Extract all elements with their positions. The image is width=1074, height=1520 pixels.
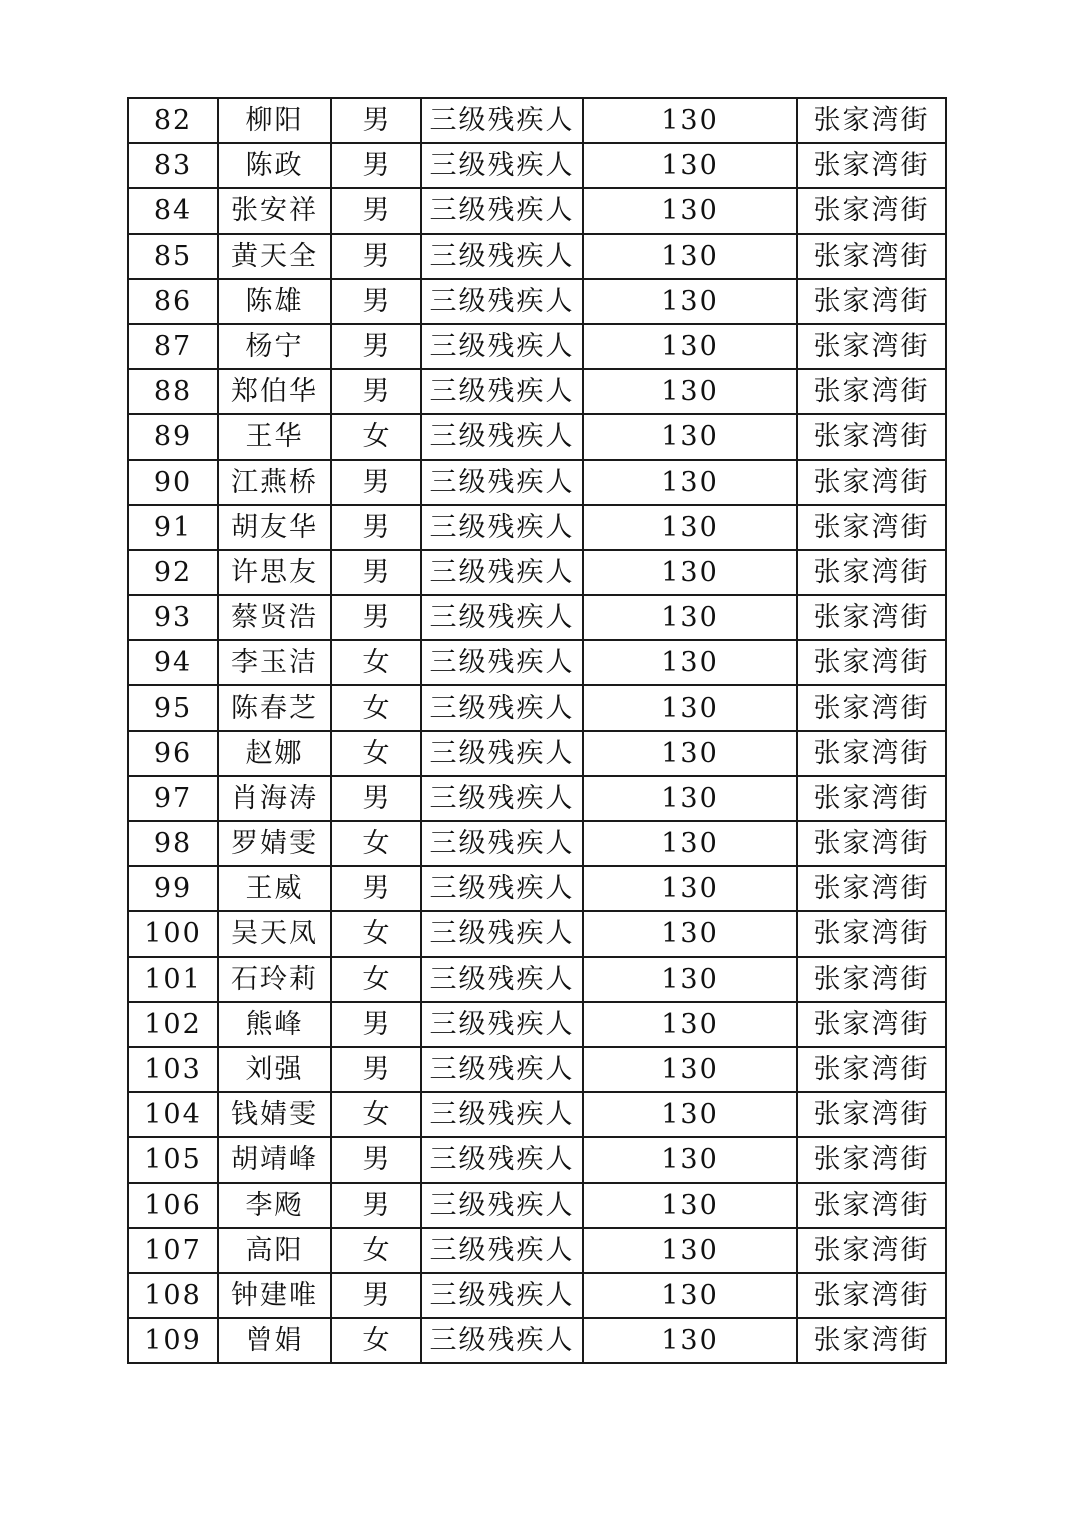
name-cell: 陈春芝 (218, 685, 331, 730)
gender-cell: 男 (331, 279, 421, 324)
disability-level-cell: 三级残疾人 (421, 1002, 583, 1047)
name-cell: 柳阳 (218, 98, 331, 143)
disability-level-cell: 三级残疾人 (421, 911, 583, 956)
row-number-cell: 88 (128, 369, 218, 414)
table-row (128, 188, 946, 233)
name-cell: 张安祥 (218, 188, 331, 233)
row-number-cell: 94 (128, 640, 218, 685)
gender-cell: 女 (331, 1228, 421, 1273)
gender-cell: 男 (331, 234, 421, 279)
row-number-cell: 86 (128, 279, 218, 324)
disability-level-cell: 三级残疾人 (421, 1318, 583, 1363)
name-cell: 赵娜 (218, 731, 331, 776)
name-cell: 胡友华 (218, 505, 331, 550)
gender-cell: 女 (331, 414, 421, 459)
table-row (128, 1092, 946, 1137)
name-cell: 曾娟 (218, 1318, 331, 1363)
amount-cell: 130 (583, 1047, 797, 1092)
name-cell: 黄天全 (218, 234, 331, 279)
row-number-cell: 84 (128, 188, 218, 233)
table-row (128, 731, 946, 776)
gender-cell: 男 (331, 1137, 421, 1182)
amount-cell: 130 (583, 821, 797, 866)
name-cell: 李玉洁 (218, 640, 331, 685)
street-cell: 张家湾街 (797, 1002, 946, 1047)
disability-level-cell: 三级残疾人 (421, 1137, 583, 1182)
row-number-cell: 97 (128, 776, 218, 821)
street-cell: 张家湾街 (797, 866, 946, 911)
row-number-cell: 98 (128, 821, 218, 866)
gender-cell: 男 (331, 369, 421, 414)
amount-cell: 130 (583, 1183, 797, 1228)
row-number-cell: 90 (128, 460, 218, 505)
gender-cell: 男 (331, 98, 421, 143)
table-row (128, 1137, 946, 1182)
name-cell: 刘强 (218, 1047, 331, 1092)
street-cell: 张家湾街 (797, 550, 946, 595)
street-cell: 张家湾街 (797, 369, 946, 414)
name-cell: 王威 (218, 866, 331, 911)
amount-cell: 130 (583, 1318, 797, 1363)
disability-level-cell: 三级残疾人 (421, 776, 583, 821)
gender-cell: 男 (331, 1183, 421, 1228)
row-number-cell: 108 (128, 1273, 218, 1318)
disability-level-cell: 三级残疾人 (421, 1092, 583, 1137)
street-cell: 张家湾街 (797, 98, 946, 143)
row-number-cell: 87 (128, 324, 218, 369)
gender-cell: 男 (331, 776, 421, 821)
table-row (128, 505, 946, 550)
gender-cell: 男 (331, 1002, 421, 1047)
gender-cell: 女 (331, 1318, 421, 1363)
gender-cell: 女 (331, 821, 421, 866)
name-cell: 高阳 (218, 1228, 331, 1273)
gender-cell: 男 (331, 1047, 421, 1092)
table-row (128, 369, 946, 414)
table-row (128, 685, 946, 730)
table-row (128, 776, 946, 821)
table-row (128, 279, 946, 324)
gender-cell: 男 (331, 505, 421, 550)
amount-cell: 130 (583, 234, 797, 279)
row-number-cell: 85 (128, 234, 218, 279)
amount-cell: 130 (583, 1002, 797, 1047)
name-cell: 石玲莉 (218, 957, 331, 1002)
amount-cell: 130 (583, 731, 797, 776)
gender-cell: 男 (331, 188, 421, 233)
street-cell: 张家湾街 (797, 1092, 946, 1137)
disability-level-cell: 三级残疾人 (421, 188, 583, 233)
street-cell: 张家湾街 (797, 640, 946, 685)
name-cell: 胡靖峰 (218, 1137, 331, 1182)
amount-cell: 130 (583, 1228, 797, 1273)
disability-level-cell: 三级残疾人 (421, 505, 583, 550)
name-cell: 钟建唯 (218, 1273, 331, 1318)
amount-cell: 130 (583, 1137, 797, 1182)
amount-cell: 130 (583, 324, 797, 369)
gender-cell: 男 (331, 143, 421, 188)
street-cell: 张家湾街 (797, 505, 946, 550)
table-row (128, 143, 946, 188)
amount-cell: 130 (583, 505, 797, 550)
amount-cell: 130 (583, 188, 797, 233)
disability-level-cell: 三级残疾人 (421, 1273, 583, 1318)
row-number-cell: 92 (128, 550, 218, 595)
table-row (128, 1002, 946, 1047)
amount-cell: 130 (583, 640, 797, 685)
row-number-cell: 82 (128, 98, 218, 143)
amount-cell: 130 (583, 414, 797, 459)
name-cell: 许思友 (218, 550, 331, 595)
street-cell: 张家湾街 (797, 1047, 946, 1092)
table-row (128, 324, 946, 369)
amount-cell: 130 (583, 911, 797, 956)
street-cell: 张家湾街 (797, 595, 946, 640)
amount-cell: 130 (583, 279, 797, 324)
amount-cell: 130 (583, 460, 797, 505)
street-cell: 张家湾街 (797, 957, 946, 1002)
disability-level-cell: 三级残疾人 (421, 821, 583, 866)
gender-cell: 女 (331, 685, 421, 730)
name-cell: 钱婧雯 (218, 1092, 331, 1137)
row-number-cell: 104 (128, 1092, 218, 1137)
disability-level-cell: 三级残疾人 (421, 369, 583, 414)
disability-level-cell: 三级残疾人 (421, 957, 583, 1002)
amount-cell: 130 (583, 1092, 797, 1137)
disability-level-cell: 三级残疾人 (421, 279, 583, 324)
disability-level-cell: 三级残疾人 (421, 414, 583, 459)
row-number-cell: 93 (128, 595, 218, 640)
table-row (128, 866, 946, 911)
street-cell: 张家湾街 (797, 1183, 946, 1228)
row-number-cell: 89 (128, 414, 218, 459)
name-cell: 郑伯华 (218, 369, 331, 414)
name-cell: 陈雄 (218, 279, 331, 324)
gender-cell: 女 (331, 911, 421, 956)
street-cell: 张家湾街 (797, 234, 946, 279)
disability-level-cell: 三级残疾人 (421, 324, 583, 369)
table-body (128, 98, 946, 1363)
gender-cell: 男 (331, 1273, 421, 1318)
disability-level-cell: 三级残疾人 (421, 731, 583, 776)
row-number-cell: 106 (128, 1183, 218, 1228)
gender-cell: 男 (331, 324, 421, 369)
table-row (128, 98, 946, 143)
table-row (128, 460, 946, 505)
amount-cell: 130 (583, 98, 797, 143)
disability-level-cell: 三级残疾人 (421, 685, 583, 730)
row-number-cell: 99 (128, 866, 218, 911)
gender-cell: 男 (331, 595, 421, 640)
amount-cell: 130 (583, 685, 797, 730)
amount-cell: 130 (583, 550, 797, 595)
name-cell: 罗婧雯 (218, 821, 331, 866)
disability-level-cell: 三级残疾人 (421, 595, 583, 640)
row-number-cell: 109 (128, 1318, 218, 1363)
street-cell: 张家湾街 (797, 143, 946, 188)
name-cell: 杨宁 (218, 324, 331, 369)
street-cell: 张家湾街 (797, 188, 946, 233)
row-number-cell: 103 (128, 1047, 218, 1092)
street-cell: 张家湾街 (797, 821, 946, 866)
street-cell: 张家湾街 (797, 1137, 946, 1182)
row-number-cell: 100 (128, 911, 218, 956)
disability-level-cell: 三级残疾人 (421, 1228, 583, 1273)
table-row (128, 414, 946, 459)
amount-cell: 130 (583, 866, 797, 911)
gender-cell: 男 (331, 460, 421, 505)
table-row (128, 595, 946, 640)
row-number-cell: 91 (128, 505, 218, 550)
amount-cell: 130 (583, 1273, 797, 1318)
disability-level-cell: 三级残疾人 (421, 234, 583, 279)
disability-level-cell: 三级残疾人 (421, 640, 583, 685)
street-cell: 张家湾街 (797, 776, 946, 821)
street-cell: 张家湾街 (797, 1228, 946, 1273)
street-cell: 张家湾街 (797, 460, 946, 505)
disability-level-cell: 三级残疾人 (421, 866, 583, 911)
table-row (128, 1183, 946, 1228)
name-cell: 王华 (218, 414, 331, 459)
table-row (128, 1228, 946, 1273)
street-cell: 张家湾街 (797, 911, 946, 956)
street-cell: 张家湾街 (797, 1318, 946, 1363)
table-row (128, 234, 946, 279)
disability-level-cell: 三级残疾人 (421, 460, 583, 505)
disability-level-cell: 三级残疾人 (421, 1047, 583, 1092)
street-cell: 张家湾街 (797, 324, 946, 369)
table-row (128, 911, 946, 956)
row-number-cell: 83 (128, 143, 218, 188)
table-row (128, 640, 946, 685)
row-number-cell: 105 (128, 1137, 218, 1182)
table-row (128, 1273, 946, 1318)
amount-cell: 130 (583, 776, 797, 821)
row-number-cell: 95 (128, 685, 218, 730)
gender-cell: 女 (331, 731, 421, 776)
row-number-cell: 96 (128, 731, 218, 776)
street-cell: 张家湾街 (797, 685, 946, 730)
street-cell: 张家湾街 (797, 279, 946, 324)
gender-cell: 女 (331, 640, 421, 685)
disability-level-cell: 三级残疾人 (421, 143, 583, 188)
street-cell: 张家湾街 (797, 414, 946, 459)
table-row (128, 1047, 946, 1092)
street-cell: 张家湾街 (797, 731, 946, 776)
amount-cell: 130 (583, 143, 797, 188)
gender-cell: 男 (331, 866, 421, 911)
gender-cell: 女 (331, 1092, 421, 1137)
gender-cell: 男 (331, 550, 421, 595)
name-cell: 吴天凤 (218, 911, 331, 956)
row-number-cell: 101 (128, 957, 218, 1002)
amount-cell: 130 (583, 369, 797, 414)
name-cell: 江燕桥 (218, 460, 331, 505)
disability-level-cell: 三级残疾人 (421, 98, 583, 143)
gender-cell: 女 (331, 957, 421, 1002)
street-cell: 张家湾街 (797, 1273, 946, 1318)
table-row (128, 1318, 946, 1363)
name-cell: 熊峰 (218, 1002, 331, 1047)
disability-level-cell: 三级残疾人 (421, 550, 583, 595)
recipient-table (127, 97, 947, 1364)
name-cell: 李飏 (218, 1183, 331, 1228)
amount-cell: 130 (583, 595, 797, 640)
name-cell: 肖海涛 (218, 776, 331, 821)
row-number-cell: 102 (128, 1002, 218, 1047)
table-row (128, 957, 946, 1002)
name-cell: 陈政 (218, 143, 331, 188)
disability-level-cell: 三级残疾人 (421, 1183, 583, 1228)
row-number-cell: 107 (128, 1228, 218, 1273)
name-cell: 蔡贤浩 (218, 595, 331, 640)
table-row (128, 550, 946, 595)
amount-cell: 130 (583, 957, 797, 1002)
table-row (128, 821, 946, 866)
